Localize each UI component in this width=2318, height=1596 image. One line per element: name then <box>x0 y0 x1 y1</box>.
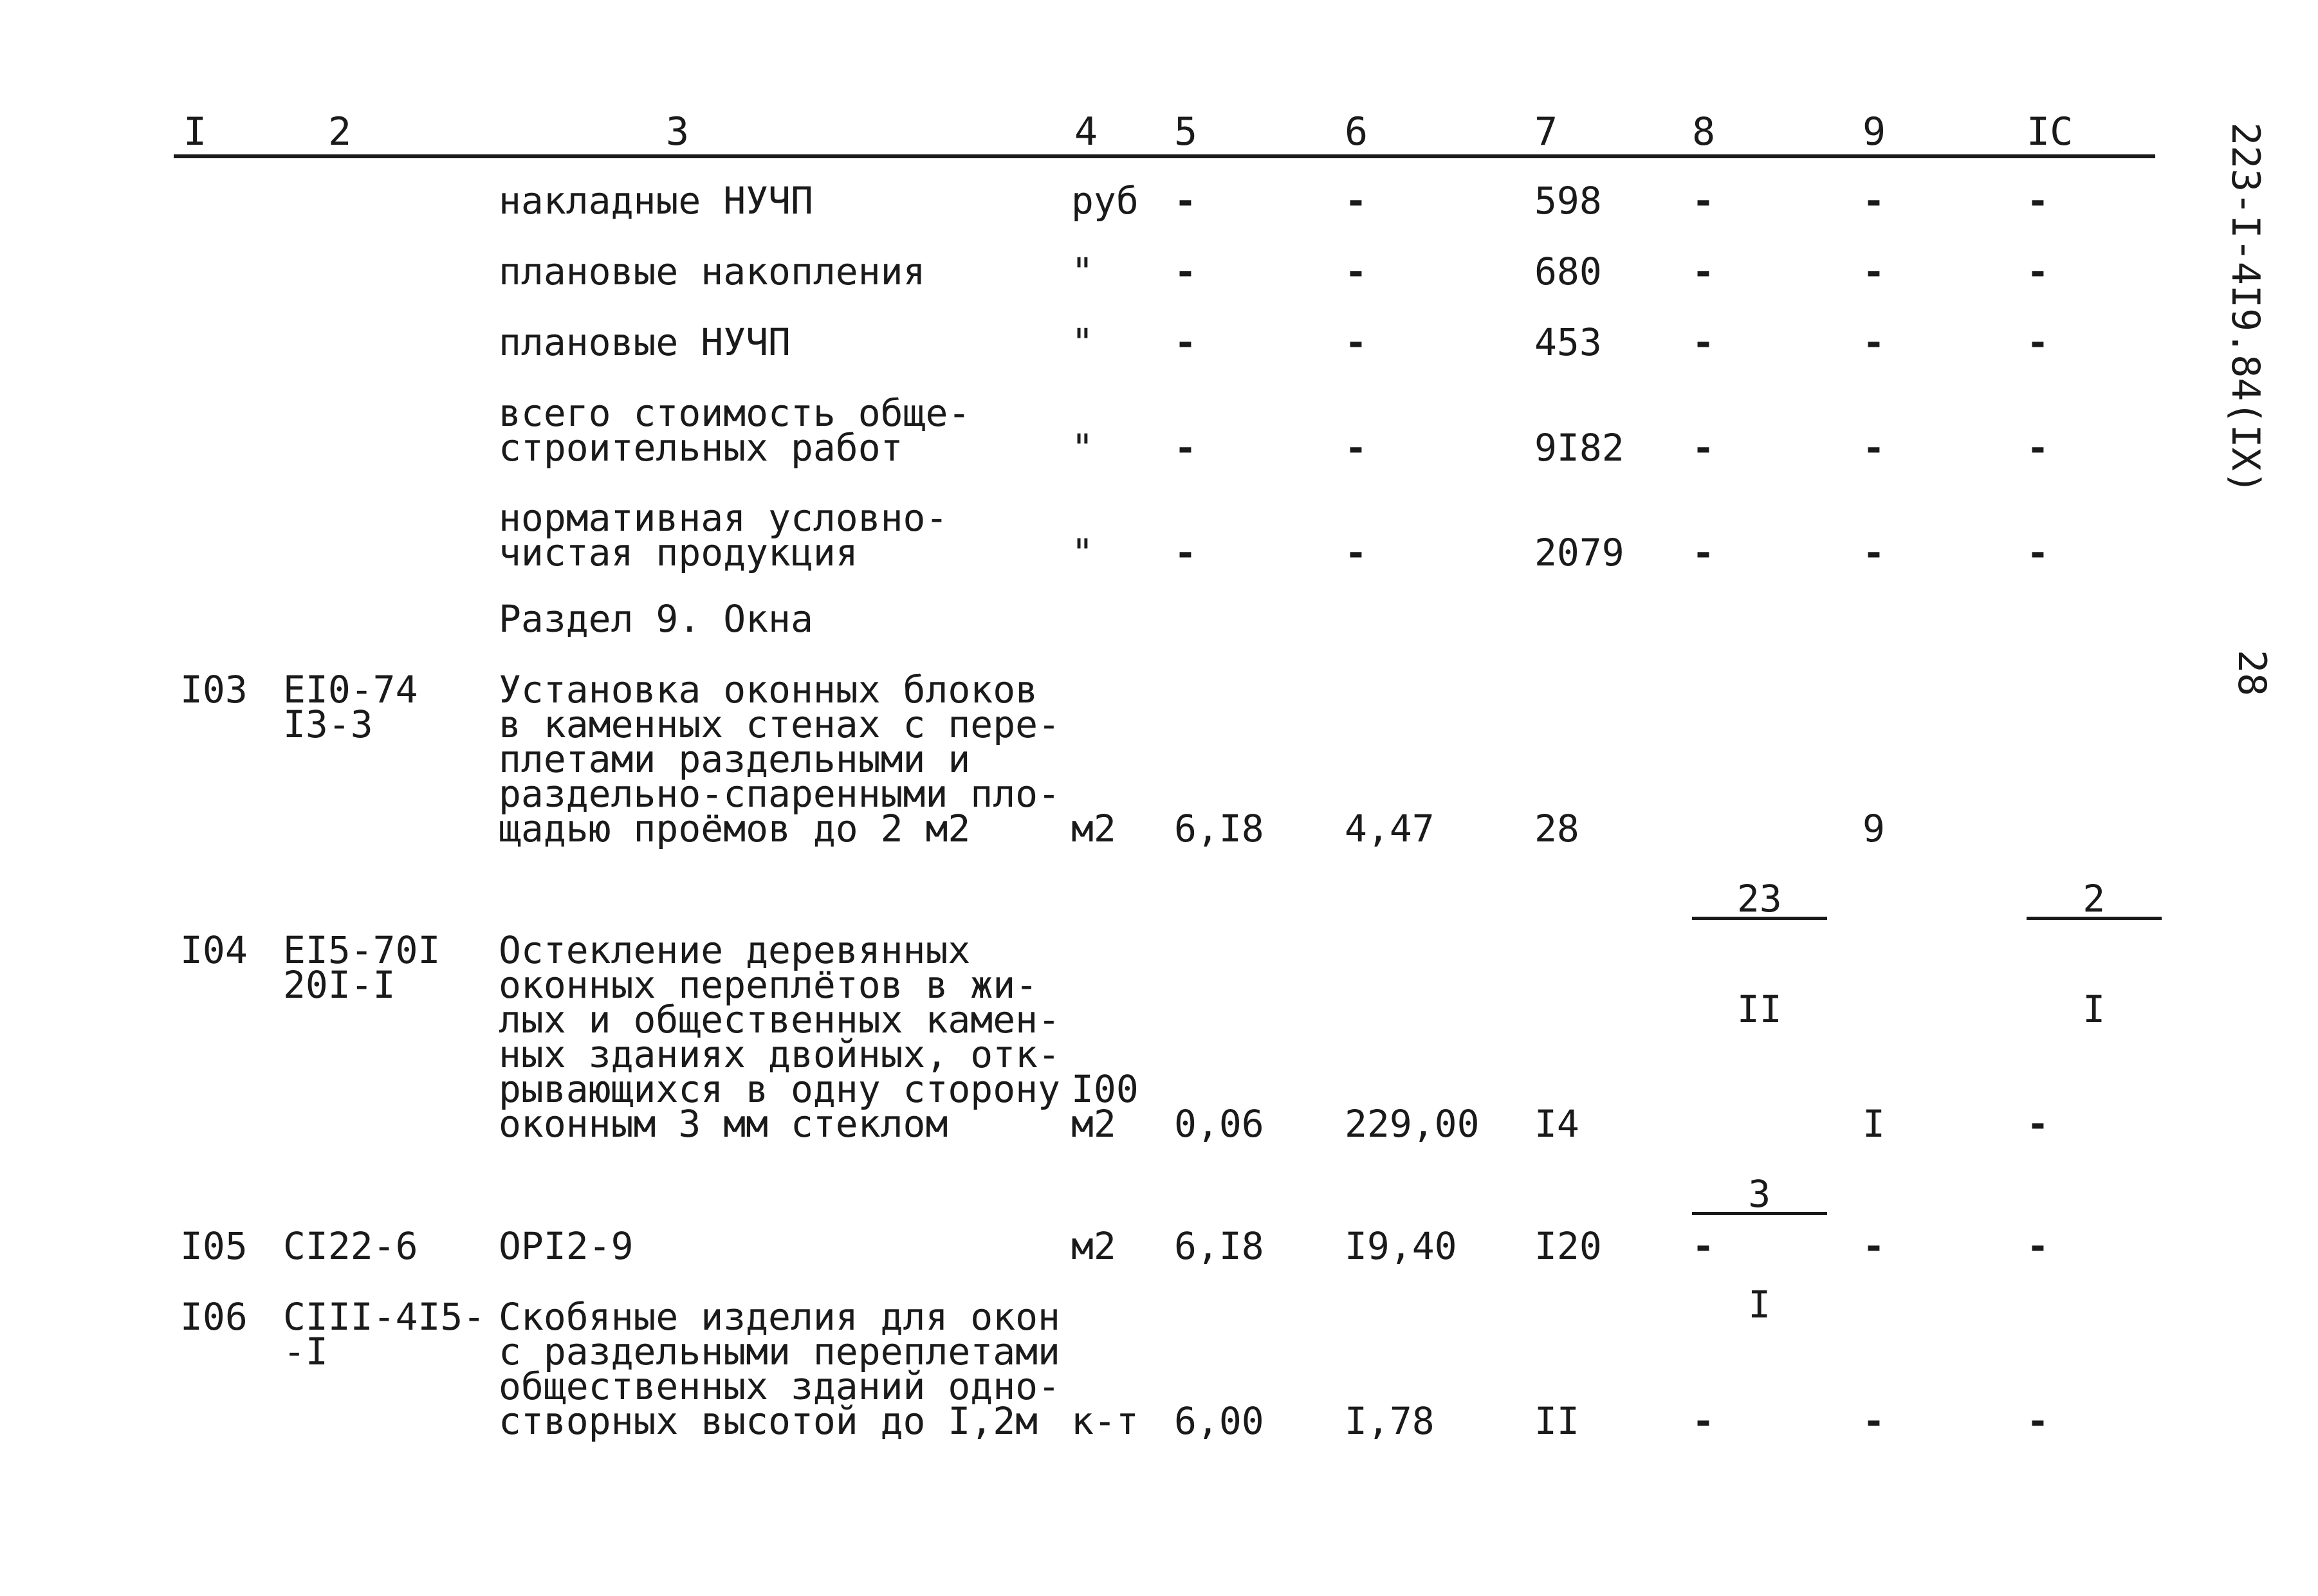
row-value-8: - <box>1692 179 1715 223</box>
row-value-5: 6,I8 <box>1174 1224 1264 1268</box>
row-value-7: II <box>1534 1399 1579 1443</box>
row-value-6: 4,47 <box>1345 807 1435 850</box>
row-unit: I00 м2 <box>1071 1067 1139 1146</box>
row-code: CIII-4I5- -I <box>283 1295 486 1373</box>
row-value-7: 598 <box>1534 179 1602 223</box>
col-header-1: I <box>183 109 207 154</box>
row-value-7: I4 <box>1534 1102 1579 1146</box>
row-value-5: - <box>1174 179 1197 223</box>
table-header <box>174 109 2155 158</box>
row-description: Скобяные изделия для окон с раздельными переплетами общественных зданий одно- створных высотой до I,2м <box>499 1295 1060 1443</box>
row-value-7: 680 <box>1534 250 1602 293</box>
col-header-2: 2 <box>328 109 352 154</box>
row-value-6: - <box>1345 250 1367 293</box>
row-value-6: I9,40 <box>1345 1224 1457 1268</box>
row-value-7: 453 <box>1534 320 1602 364</box>
row-unit: " <box>1071 531 1094 574</box>
row-description: плановые НУЧП <box>499 320 791 364</box>
row-number: I05 <box>180 1224 248 1268</box>
row-code: CI22-6 <box>283 1224 418 1268</box>
row-code: EI0-74 I3-3 <box>283 668 418 746</box>
row-value-6: I,78 <box>1345 1399 1435 1443</box>
col-header-6: 6 <box>1345 109 1368 154</box>
row-unit: к-т <box>1071 1399 1139 1443</box>
row-value-7: 9I82 <box>1534 426 1624 470</box>
row-unit: м2 <box>1071 1224 1116 1268</box>
row-value-5: 6,00 <box>1174 1399 1264 1443</box>
row-value-6: - <box>1345 531 1367 574</box>
row-value-5: 6,I8 <box>1174 807 1264 850</box>
row-number: I06 <box>180 1295 248 1339</box>
row-description: Остекление деревянных оконных переплётов в жи- лых и общественных камен- ных зданиях двойных, отк- рывающихся в одну сторону оконным 3 мм стеклом <box>499 928 1060 1146</box>
row-unit: руб <box>1071 179 1139 223</box>
row-value-5: - <box>1174 426 1197 470</box>
col-header-3: 3 <box>666 109 690 154</box>
col-header-10: IC <box>2027 109 2074 154</box>
document-code: 223-I-4I9.84(IX) <box>2223 122 2268 494</box>
row-value-5: - <box>1174 531 1197 574</box>
fraction-numerator: 23 <box>1692 881 1827 920</box>
row-value-8: - <box>1692 250 1715 293</box>
page-number: 28 <box>2229 650 2274 697</box>
row-value-10: - <box>2027 179 2049 223</box>
row-value-7: 2079 <box>1534 531 1624 574</box>
row-value-6: - <box>1345 426 1367 470</box>
row-unit: м2 <box>1071 807 1116 850</box>
row-value-10: - <box>2027 320 2049 364</box>
row-value-9: - <box>1863 179 1885 223</box>
row-description: всего стоимость обще- строительных работ <box>499 391 971 470</box>
row-value-8: - <box>1692 1224 1715 1268</box>
row-value-10: - <box>2027 531 2049 574</box>
row-value-5: - <box>1174 250 1197 293</box>
row-value-9: - <box>1863 320 1885 364</box>
row-value-10: - <box>2027 1102 2049 1146</box>
row-value-7: 28 <box>1534 807 1579 850</box>
row-number: I03 <box>180 668 248 711</box>
row-value-5: 0,06 <box>1174 1102 1264 1146</box>
row-value-6: 229,00 <box>1345 1102 1480 1146</box>
row-description: накладные НУЧП <box>499 179 813 223</box>
col-header-5: 5 <box>1174 109 1198 154</box>
row-number: I04 <box>180 928 248 972</box>
fraction-denominator: I <box>1748 1283 1771 1326</box>
row-value-10: - <box>2027 1399 2049 1443</box>
row-value-9: - <box>1863 531 1885 574</box>
row-code: EI5-70I 20I-I <box>283 928 441 1007</box>
row-value-9: - <box>1863 250 1885 293</box>
row-fraction-8 <box>1692 811 1827 1099</box>
row-description: Установка оконных блоков в каменных стенах с пере- плетами раздельными и раздельно-спаренными пло- щадью проёмов до 2 м2 <box>499 668 1060 850</box>
row-value-8: - <box>1692 531 1715 574</box>
row-value-8: - <box>1692 1399 1715 1443</box>
row-value-9: - <box>1863 1224 1885 1268</box>
row-value-9: - <box>1863 426 1885 470</box>
row-value-10: - <box>2027 1224 2049 1268</box>
row-unit: " <box>1071 250 1094 293</box>
row-value-9: I <box>1863 1102 1885 1146</box>
row-value-6: - <box>1345 179 1367 223</box>
col-header-4: 4 <box>1074 109 1098 154</box>
row-description: OPI2-9 <box>499 1224 634 1268</box>
row-value-8: - <box>1692 320 1715 364</box>
row-unit: " <box>1071 320 1094 364</box>
section-heading: Раздел 9. Окна <box>499 597 813 641</box>
row-fraction-10 <box>2027 811 2162 1099</box>
fraction-denominator: I <box>2083 987 2106 1031</box>
row-value-6: - <box>1345 320 1367 364</box>
row-value-5: - <box>1174 320 1197 364</box>
fraction-numerator: 2 <box>2027 881 2162 920</box>
row-unit: " <box>1071 426 1094 470</box>
col-header-8: 8 <box>1692 109 1716 154</box>
row-value-9: 9 <box>1863 807 1885 850</box>
row-value-10: - <box>2027 250 2049 293</box>
col-header-7: 7 <box>1534 109 1558 154</box>
fraction-numerator: 3 <box>1692 1176 1827 1215</box>
row-value-9: - <box>1863 1399 1885 1443</box>
row-value-8: - <box>1692 426 1715 470</box>
row-value-10: - <box>2027 426 2049 470</box>
row-value-7: I20 <box>1534 1224 1602 1268</box>
row-description: нормативная условно- чистая продукция <box>499 496 948 574</box>
col-header-9: 9 <box>1863 109 1886 154</box>
row-description: плановые накопления <box>499 250 926 293</box>
fraction-denominator: II <box>1736 987 1782 1031</box>
